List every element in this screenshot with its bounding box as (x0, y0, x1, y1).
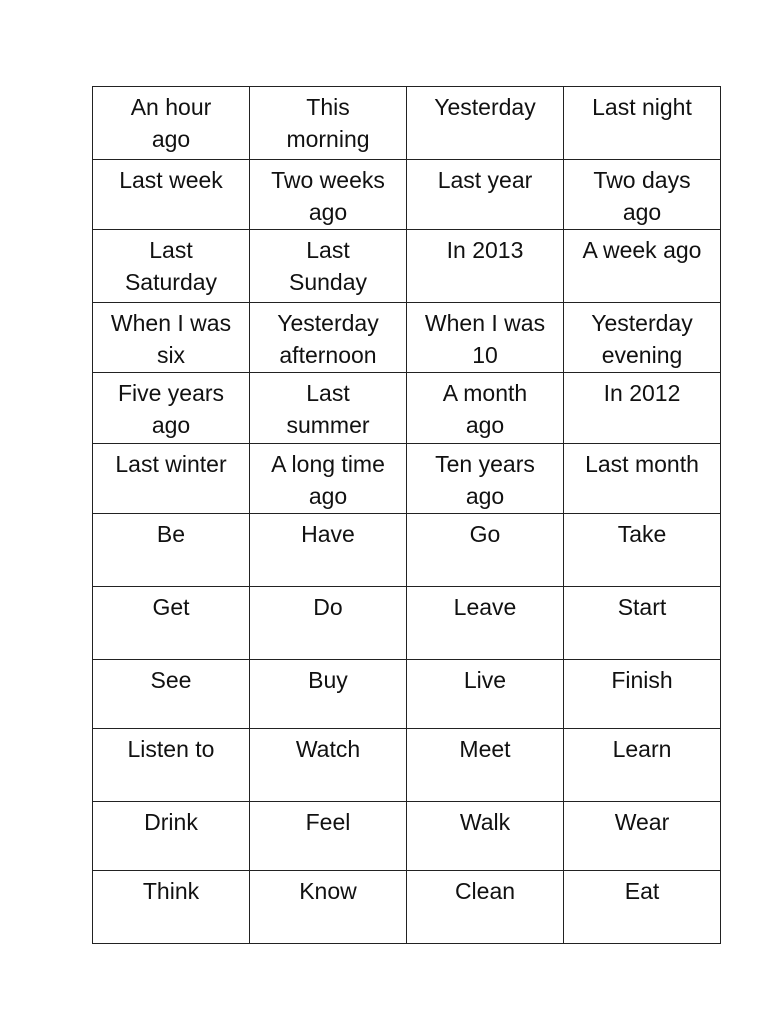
verb-card: Eat (564, 871, 721, 944)
time-expression-card: Yesterday (407, 87, 564, 160)
table-row (93, 871, 721, 944)
time-expression-card: A month ago (407, 373, 564, 444)
verb-card: Think (93, 871, 250, 944)
time-expression-card: Last winter (93, 444, 250, 514)
table-row (93, 587, 721, 660)
card-table (92, 86, 721, 944)
time-expression-card: Yesterday afternoon (250, 303, 407, 373)
verb-card: Take (564, 514, 721, 587)
verb-card: Start (564, 587, 721, 660)
table-row (93, 303, 721, 373)
table-row (93, 87, 721, 160)
time-expression-card: Two days ago (564, 160, 721, 230)
time-expression-card: Last month (564, 444, 721, 514)
time-expression-card: Yesterday evening (564, 303, 721, 373)
verb-card: Buy (250, 660, 407, 729)
time-expression-card: A long time ago (250, 444, 407, 514)
time-expression-card: Ten years ago (407, 444, 564, 514)
verb-card: Meet (407, 729, 564, 802)
verb-card: Know (250, 871, 407, 944)
table-row (93, 373, 721, 444)
verb-card: See (93, 660, 250, 729)
time-expression-card: In 2013 (407, 230, 564, 303)
verb-card: Go (407, 514, 564, 587)
verb-card: Leave (407, 587, 564, 660)
table-row (93, 230, 721, 303)
verb-card: Have (250, 514, 407, 587)
time-expression-card: When I was six (93, 303, 250, 373)
table-row (93, 802, 721, 871)
time-expression-card: In 2012 (564, 373, 721, 444)
verb-card: Wear (564, 802, 721, 871)
verb-card: Listen to (93, 729, 250, 802)
verb-card: Finish (564, 660, 721, 729)
time-expression-card: Last Saturday (93, 230, 250, 303)
verb-card: Drink (93, 802, 250, 871)
time-expression-card: Last summer (250, 373, 407, 444)
time-expression-card: A week ago (564, 230, 721, 303)
table-row (93, 444, 721, 514)
verb-card: Feel (250, 802, 407, 871)
time-expression-card: Last Sunday (250, 230, 407, 303)
time-expression-card: Last night (564, 87, 721, 160)
time-expression-card: Two weeks ago (250, 160, 407, 230)
verb-card: Watch (250, 729, 407, 802)
time-expression-card: This morning (250, 87, 407, 160)
time-expression-card: Five years ago (93, 373, 250, 444)
verb-card: Live (407, 660, 564, 729)
verb-card: Do (250, 587, 407, 660)
table-row (93, 160, 721, 230)
time-expression-card: An hour ago (93, 87, 250, 160)
table-row (93, 729, 721, 802)
table-row (93, 514, 721, 587)
time-expression-card: Last year (407, 160, 564, 230)
time-expression-card: When I was 10 (407, 303, 564, 373)
time-expression-card: Last week (93, 160, 250, 230)
verb-card: Walk (407, 802, 564, 871)
verb-card: Get (93, 587, 250, 660)
verb-card: Learn (564, 729, 721, 802)
table-row (93, 660, 721, 729)
verb-card: Clean (407, 871, 564, 944)
verb-card: Be (93, 514, 250, 587)
